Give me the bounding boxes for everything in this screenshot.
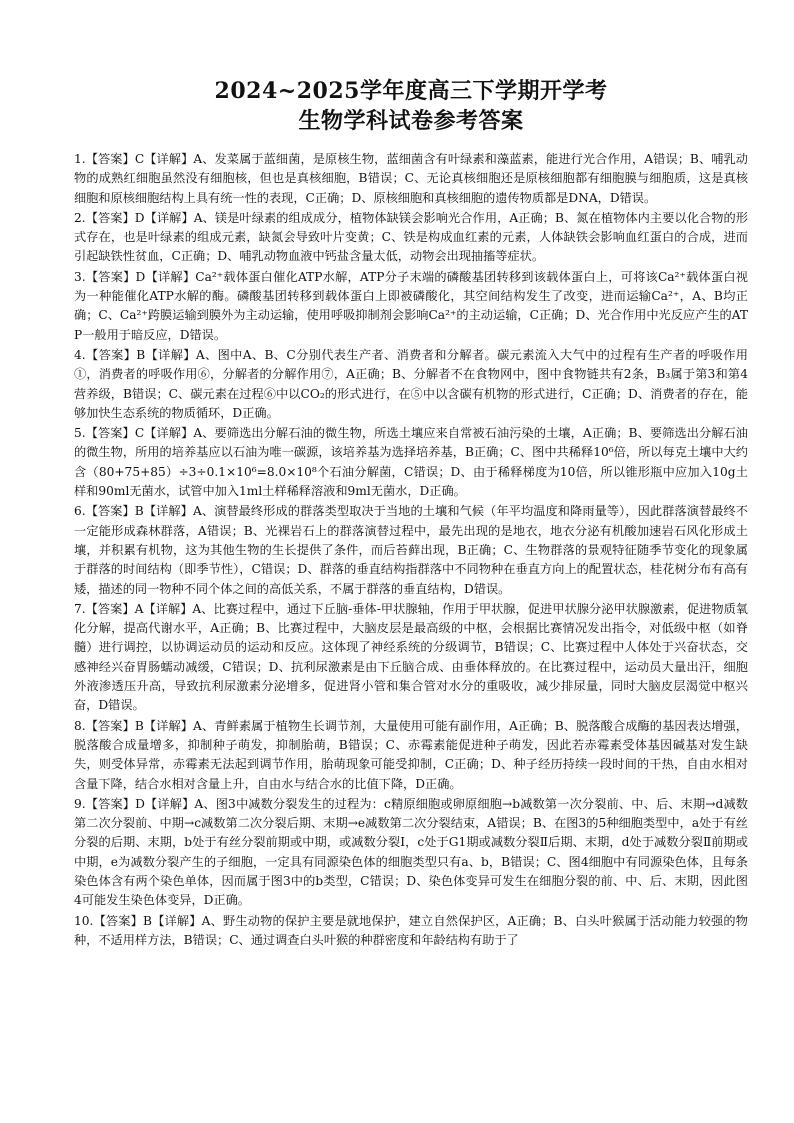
answer-item-8: 8.【答案】B【详解】A、青鲜素属于植物生长调节剂，大量使用可能有副作用，A正确；B、脱落酸合成酶的基因表达增强，脱落酸合成量增多，抑制种子萌发，抑制胎萌，B错误；C、赤霉素能促进种子萌发，因此若赤霉素受体基因碱基对发生缺失，则受体异常，赤霉素无法起到调节作用，胎萌现象可能受抑制，C正确；D、种子经历持续一段时间的干热，自由水相对含量下降，结合水相对含量上升，自由水与结合水的比值下降，D正确。 — [74, 718, 748, 791]
page-title-line-1: 2024~2025学年度高三下学期开学考 — [214, 78, 608, 104]
answer-item-10: 10.【答案】B【详解】A、野生动物的保护主要是就地保护，建立自然保护区，A正确；B、白头叶猴属于活动能力较强的物种，不适用样方法，B错误；C、通过调查白头叶猴的种群密度和年龄结构有助于了 — [74, 913, 748, 947]
answer-item-4: 4.【答案】B【详解】A、图中A、B、C分别代表生产者、消费者和分解者。碳元素流入大气中的过程有生产者的呼吸作用①，消费者的呼吸作用⑥，分解者的分解作用⑦，A正确；B、分解者不在食物网中，图中食物链共有2条，B₃属于第3和第4营养级，B错误；C、碳元素在过程⑥中以CO₂的形式进行，在⑤中以含碳有机物的形式进行，C正确；D、消费者的存在，能够加快生态系统的物质循环，D正确。 — [74, 347, 748, 420]
answer-item-7: 7.【答案】A【详解】A、比赛过程中，通过下丘脑-垂体-甲状腺轴，作用于甲状腺，促进甲状腺分泌甲状腺激素，促进物质氧化分解，提高代谢水平，A正确；B、比赛过程中，大脑皮层是最高级的中枢，会根据比赛情况发出指令，对低级中枢（如脊髓）进行调控，以协调运动员的运动和反应。这体现了神经系统的分级调节，B错误；C、比赛过程中人体处于兴奋状态，交感神经兴奋胃肠蠕动减缓，C错误；D、抗利尿激素是由下丘脑合成、由垂体释放的。在比赛过程中，运动员大量出汗，细胞外液渗透压升高，导致抗利尿激素分泌增多，促进肾小管和集合管对水分的重吸收，减少排尿量，同时大脑皮层渴觉中枢兴奋，D错误。 — [74, 601, 748, 713]
answer-item-1: 1.【答案】C【详解】A、发菜属于蓝细菌，是原核生物，蓝细菌含有叶绿素和藻蓝素，能进行光合作用，A错误；B、哺乳动物的成熟红细胞虽然没有细胞核，但也是真核细胞，B错误；C、无论真核细胞还是原核细胞都有细胞膜与细胞质，这是真核细胞和原核细胞结构上具有统一性的表现，C正确；D、原核细胞和真核细胞的遗传物质都是DNA，D错误。 — [74, 152, 748, 205]
answer-item-2: 2.【答案】D【详解】A、镁是叶绿素的组成成分，植物体缺镁会影响光合作用，A正确；B、氮在植物体内主要以化合物的形式存在，也是叶绿素的组成元素，缺氮会导致叶片变黄；C、铁是构成血红素的元素，人体缺铁会影响血红蛋白的合成，进而引起缺铁性贫血，C正确；D、哺乳动物血液中钙盐含量太低，动物会出现抽搐等症状。 — [74, 210, 748, 264]
answer-item-5: 5.【答案】C【详解】A、要筛选出分解石油的微生物，所选土壤应来自常被石油污染的土壤，A正确；B、要筛选出分解石油的微生物，所用的培养基应以石油为唯一碳源，该培养基为选择培养基，B正确；C、图中共稀释10⁶倍，所以每克土壤中大约含（80+75+85）÷3÷0.1×10⁶=8.0×10⁸个石油分解菌，C错误；D、由于稀释梯度为10倍，所以锥形瓶中应加入10g土样和90ml无菌水，试管中加入1ml土样稀释溶液和9ml无菌水，D正确。 — [74, 426, 748, 499]
answer-item-3: 3.【答案】D【详解】Ca²⁺载体蛋白催化ATP水解，ATP分子末端的磷酸基团转移到该载体蛋白上，可将该Ca²⁺载体蛋白视为一种能催化ATP水解的酶。磷酸基团转移到载体蛋白上即被磷酸化，其空间结构发生了改变，进而运输Ca²⁺，A、B均正确；C、Ca²⁺跨膜运输到膜外为主动运输，使用呼吸抑制剂会影响Ca²⁺的主动运输，C正确；D、光合作用中光反应产生的ATP一般用于暗反应，D错误。 — [74, 269, 748, 342]
page-title-line-2: 生物学科试卷参考答案 — [298, 108, 524, 134]
answer-item-9: 9.【答案】D【详解】A、图3中减数分裂发生的过程为：c精原细胞或卵原细胞→b减数第一次分裂前、中、后、末期→d减数第二次分裂前、中期→c减数第二次分裂后期、末期→e减数第二次分裂结束，A错误；B、在图3的5种细胞类型中，a处于有丝分裂的后期、末期，b处于有丝分裂前期或中期，或减数分裂Ⅰ，c处于G1期或减数分裂Ⅱ后期、末期，d处于减数分裂Ⅱ前期或中期，e为减数分裂产生的子细胞，一定具有同源染色体的细胞类型只有a、b，B错误；C、图4细胞中有同源染色体，且每条染色体含有两个染色单体，因而属于图3中的b类型，C错误；D、染色体变异可发生在细胞分裂的前、中、后、末期，因此图4可能发生染色体变异，D正确。 — [74, 796, 748, 908]
answer-item-6: 6.【答案】B【详解】A、演替最终形成的群落类型取决于当地的土壤和气候（年平均温度和降雨量等），因此群落演替最终不一定能形成森林群落，A错误；B、光裸岩石上的群落演替过程中，最先出现的是地衣，地衣分泌有机酸加速岩石风化形成土壤，并积累有机物，这为其他生物的生长提供了条件，而后苔藓出现，B正确；C、生物群落的景观特征随季节变化的现象属于群落的时间结构（即季节性），C错误；D、群落的垂直结构指群落中不同物种在垂直方向上的配置状态，桂花树分布有高有矮，描述的同一物种不同个体之间的高低关系，不属于群落的垂直结构，D错误。 — [74, 504, 748, 596]
title-block — [74, 76, 748, 136]
answer-list — [74, 150, 748, 950]
